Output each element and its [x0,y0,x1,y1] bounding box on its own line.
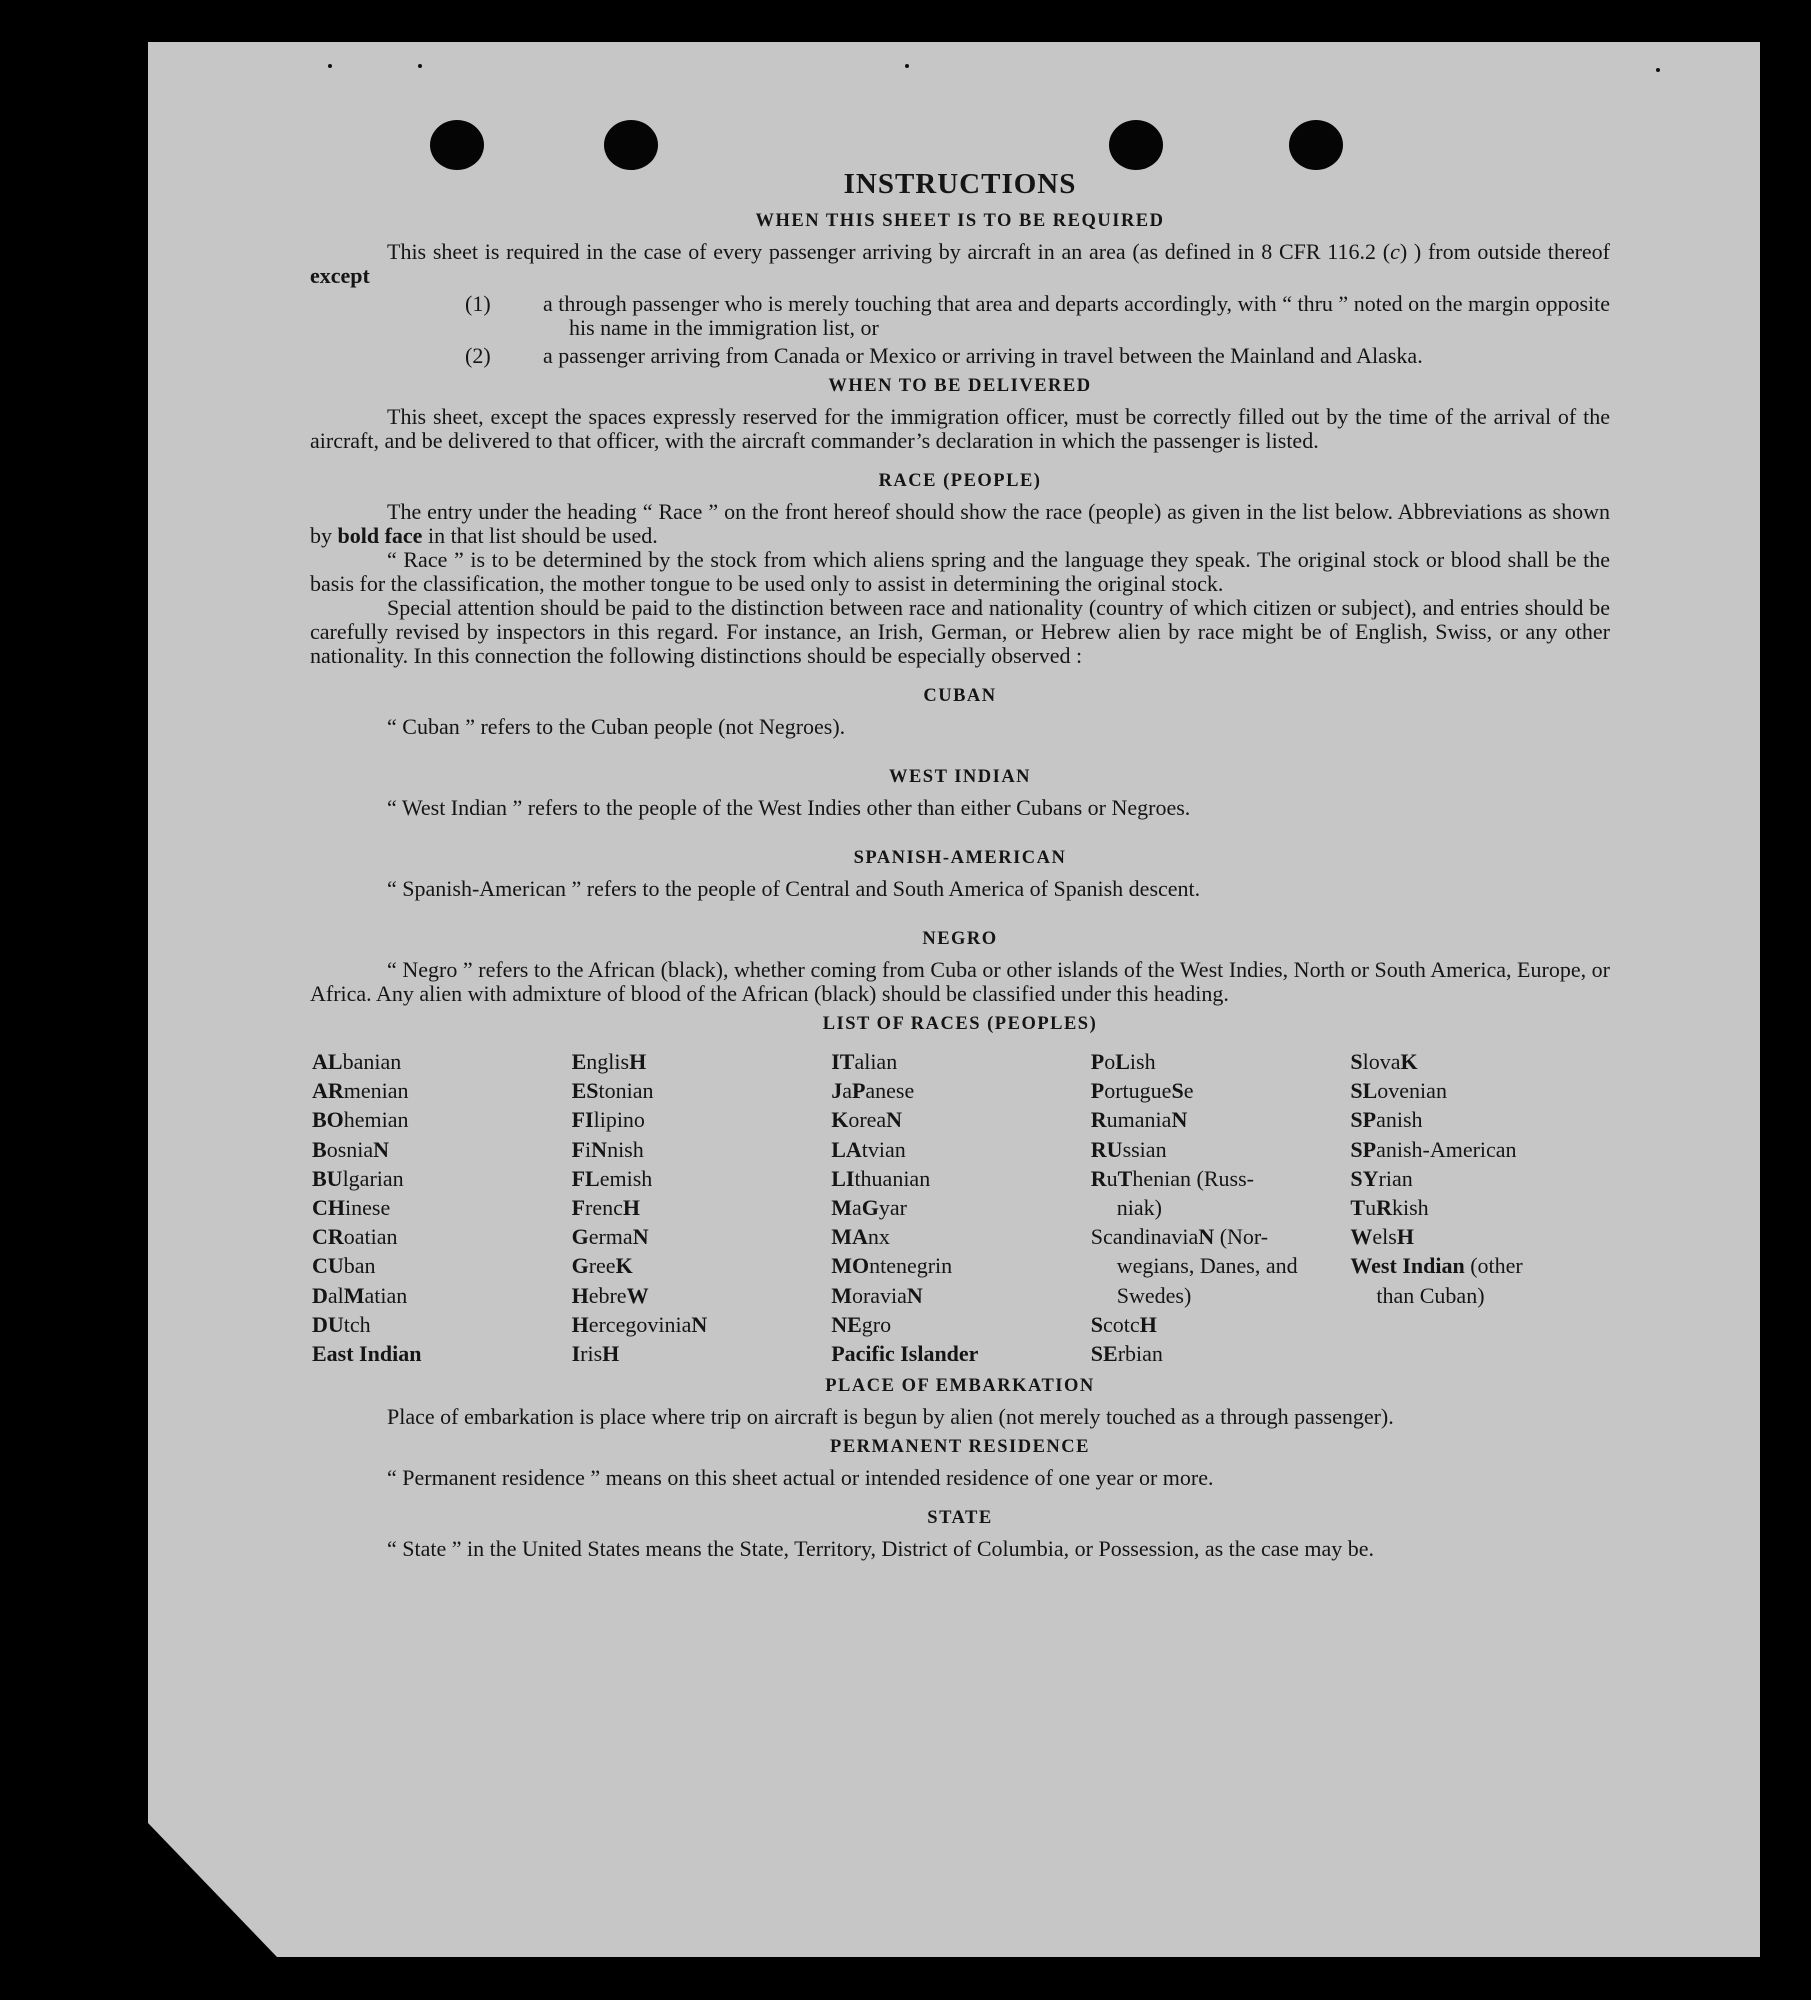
race-abbrev-part: R [1090,1165,1107,1191]
race-name-part: Scandinavia [1090,1224,1199,1250]
race-entry [831,1222,1091,1251]
item-text: a through passenger who is merely touching that area and departs accordingly, with “ thru ” noted on the margin opposite his name in the immigration list, or [543,291,1610,340]
race-abbrev-part: N [691,1311,708,1337]
heading-permanent-residence: PERMANENT RESIDENCE [830,1437,1090,1458]
race-entry [1350,1047,1610,1076]
race-abbrev-part: RU [1090,1136,1123,1162]
race-abbrev-part: LI [831,1165,855,1191]
race-name-part: i [585,1136,592,1162]
paragraph-permanent-residence: “ Permanent residence ” means on this sheet actual or intended residence of one year or more. [387,1465,1214,1491]
race-abbrev-part: H [571,1311,589,1337]
race-abbrev-part: R [1090,1107,1107,1133]
race-entry [1091,1135,1351,1164]
race-name-part: anish [1376,1107,1423,1133]
race-entry [572,1310,832,1339]
race-name-part: oatian [343,1224,398,1250]
race-name-part: atian [364,1282,408,1308]
race-abbrev-part: BU [312,1165,343,1191]
race-abbrev-part: H [602,1341,620,1367]
race-name-part: henian (Russ- [1132,1165,1254,1191]
race-name-part: al [327,1282,344,1308]
race-abbrev-part: W [1350,1224,1373,1250]
race-name-part: u [1106,1165,1118,1191]
race-abbrev-part: S [1350,1049,1363,1074]
race-entry-continuation: than Cuban) [1376,1282,1485,1308]
item-text: a passenger arriving from Canada or Mexico or arriving in travel between the Mainland and Alaska. [543,343,1423,368]
heading-when-required: WHEN THIS SHEET IS TO BE REQUIRED [755,211,1165,231]
race-entry [1350,1135,1610,1164]
race-abbrev-part: ES [571,1078,599,1104]
race-name-part: orea [848,1107,887,1133]
race-entry [1350,1164,1610,1193]
race-abbrev-part: H [1396,1224,1414,1250]
race-abbrev-part: E [571,1049,587,1074]
item-number: (2) [465,343,491,368]
race-name-part: menian [343,1078,409,1104]
race-name-part: e [1183,1078,1194,1104]
race-entry [831,1105,1091,1134]
race-name-part: o [1104,1049,1116,1074]
race-name-part: kish [1391,1195,1429,1221]
race-abbrev-part: MO [831,1253,870,1279]
race-abbrev-part: SP [1350,1136,1377,1162]
race-name-part: umania [1106,1107,1172,1133]
page-title: INSTRUCTIONS [843,168,1077,200]
race-name-part: a [851,1195,862,1221]
race-abbrev-part: D [312,1282,328,1308]
item-number: (1) [465,291,491,316]
race-entry [572,1193,832,1222]
race-abbrev-part: J [831,1078,843,1104]
punch-hole [430,120,484,170]
race-name-part: ssian [1122,1136,1167,1162]
race-entry [1091,1047,1351,1076]
race-name-part: banian [342,1049,402,1074]
race-entry [312,1076,572,1105]
race-entry [1350,1222,1610,1251]
race-name-part: erma [588,1224,633,1250]
heading-west-indian: WEST INDIAN [888,767,1032,787]
race-abbrev-part: SE [1090,1341,1118,1367]
race-name-part: els [1372,1224,1397,1250]
race-name-part: ban [343,1253,376,1279]
race-name-part: tch [343,1311,371,1337]
race-abbrev-part: P [851,1078,866,1104]
race-abbrev-part: K [831,1107,849,1133]
race-name-part: alian [854,1049,898,1074]
race-entry [312,1135,572,1164]
race-abbrev-part: IT [831,1049,855,1074]
race-abbrev-part: Pacific Islander [831,1341,979,1367]
paragraph-when-delivered: This sheet, except the spaces expressly reserved for the immigration officer, must be correctly filled out by the time of the arrival of the aircraft, and be delivered to that officer, with the aircraft commander’s declaration in which the passenger is listed. [310,404,1610,453]
race-abbrev-part: H [629,1049,647,1074]
speck [1656,68,1660,72]
race-abbrev-part: SL [1350,1078,1378,1104]
race-entry [1350,1193,1610,1222]
race-name-part: thuanian [854,1165,931,1191]
race-name-part: inese [345,1195,391,1221]
punch-hole [604,120,658,170]
race-abbrev-part: G [571,1224,589,1250]
race-name-part: tvian [861,1136,906,1162]
race-entry-continuation: niak) [1116,1195,1162,1221]
race-column [1091,1047,1351,1368]
race-abbrev-part: R [1376,1195,1392,1221]
paragraph-when-required: This sheet is required in the case of every passenger arriving by aircraft in an area (as defined in 8 CFR 116.2 (c) ) from outside thereof except [310,239,1611,288]
race-name-part: cotc [1103,1311,1140,1337]
race-entry [831,1193,1091,1222]
race-abbrev-part: B [312,1136,327,1162]
race-abbrev-part: East Indian [312,1341,422,1367]
race-name-part: tonian [598,1078,654,1104]
paragraph-race-nationality: Special attention should be paid to the distinction between race and nationality (country of which citizen or subject), and entries should be carefully revised by inspectors in this regard. For instance, an Irish, German, or Hebrew alien by race might be of English, Swiss, or any other nationality. In this connection the following distinctions should be especially observed : [310,595,1610,668]
race-entry [572,1105,832,1134]
speck [418,64,422,68]
race-abbrev-part: N [906,1282,923,1308]
race-column [312,1047,572,1368]
race-abbrev-part: N [632,1224,649,1250]
race-column [572,1047,832,1368]
race-entry [572,1047,832,1076]
race-name-part: ovenian [1377,1078,1447,1104]
paragraph-race-entry: The entry under the heading “ Race ” on the front hereof should show the race (people) as given in the list below. Abbreviations as shown by bold face in that list should be used. [310,499,1610,548]
race-abbrev-part: W [626,1282,649,1308]
race-abbrev-part: F [571,1195,586,1221]
race-name-part: ortugue [1104,1078,1172,1104]
race-abbrev-part: M [831,1195,852,1221]
race-name-part: oravia [851,1282,907,1308]
race-abbrev-part: H [1139,1311,1157,1337]
race-abbrev-part: West Indian [1350,1253,1465,1279]
race-abbrev-part: FL [571,1165,600,1191]
race-entry [831,1281,1091,1310]
race-name-part: lova [1362,1049,1401,1074]
race-abbrev-part: K [615,1253,633,1279]
race-name-part: lipino [593,1107,645,1133]
paragraph-negro: “ Negro ” refers to the African (black), whether coming from Cuba or other islands of the West Indies, North or South America, Europe, or Africa. Any alien with admixture of blood of the African (black) should be classified under this heading. [310,957,1610,1006]
exception-item [310,292,1610,340]
paragraph-cuban: “ Cuban ” refers to the Cuban people (not Negroes). [387,714,846,739]
race-entry [831,1251,1091,1280]
race-abbrev-part: NE [831,1311,862,1337]
heading-state: STATE [927,1508,993,1529]
race-abbrev-part: AR [312,1078,344,1104]
race-abbrev-part: N [1198,1224,1215,1250]
heading-when-delivered: WHEN TO BE DELIVERED [828,376,1092,396]
race-abbrev-part: BO [312,1107,344,1133]
race-entry [831,1076,1091,1105]
race-abbrev-part: H [622,1195,641,1221]
race-entry [572,1164,832,1193]
race-abbrev-part: CU [312,1253,344,1279]
race-entry [312,1281,572,1310]
race-abbrev-part: MA [831,1224,868,1250]
race-name-part: ntenegrin [869,1253,953,1279]
speck [905,64,909,68]
race-entry [1091,1164,1351,1193]
race-entry [312,1339,572,1368]
race-abbrev-part: S [1090,1311,1104,1337]
race-entry [1350,1251,1610,1280]
race-entry [831,1310,1091,1339]
race-name-part: nish [607,1136,644,1162]
race-name-part: (Nor- [1214,1224,1269,1250]
race-entry [572,1076,832,1105]
heading-negro: NEGRO [922,929,998,949]
race-name-part: renc [585,1195,623,1221]
race-name-part: ris [580,1341,603,1367]
race-abbrev-part: AL [312,1049,343,1074]
race-name-part: ish [1129,1049,1156,1074]
race-name-part: ree [588,1253,616,1279]
paragraph-race-definition: “ Race ” is to be determined by the stock from which aliens spring and the language they speak. The original stock or blood shall be the basis for the classification, the mother tongue to be used only to assist in determining the original stock. [310,547,1610,596]
race-abbrev-part: P [1090,1078,1105,1104]
race-entry [1091,1222,1351,1251]
race-entry [1350,1105,1610,1134]
race-entry [572,1135,832,1164]
race-entry [572,1222,832,1251]
race-entry [312,1193,572,1222]
heading-embarkation: PLACE OF EMBARKATION [825,1376,1095,1397]
race-abbrev-part: M [343,1282,365,1308]
race-abbrev-part: LA [831,1136,862,1162]
race-abbrev-part: FI [571,1107,594,1133]
race-abbrev-part: P [1090,1049,1105,1074]
race-entry [312,1251,572,1280]
speck [328,64,332,68]
race-abbrev-part: M [831,1282,852,1308]
race-name-part: hemian [343,1107,409,1133]
race-entry [831,1135,1091,1164]
race-abbrev-part: N [591,1136,608,1162]
race-abbrev-part: S [1171,1078,1184,1104]
race-abbrev-part: H [571,1282,589,1308]
race-name-part: nglis [586,1049,630,1074]
race-entry [312,1164,572,1193]
race-name-part: osnia [326,1136,374,1162]
race-abbrev-part: DU [312,1311,344,1337]
punch-hole [1109,120,1163,170]
race-entry [572,1251,832,1280]
race-abbrev-part: T [1117,1165,1133,1191]
race-abbrev-part: N [1171,1107,1188,1133]
paragraph-spanish-american: “ Spanish-American ” refers to the people of Central and South America of Spanish descent. [387,876,1201,901]
race-name-part: u [1365,1195,1377,1221]
race-column [831,1047,1091,1368]
paragraph-west-indian: “ West Indian ” refers to the people of the West Indies other than either Cubans or Negroes. [387,795,1191,820]
race-abbrev-part: G [571,1253,589,1279]
punch-hole [1289,120,1343,170]
race-entry-continuation: wegians, Danes, and Swedes) [1116,1253,1298,1308]
race-column [1350,1047,1610,1368]
race-entry [312,1105,572,1134]
race-abbrev-part: CR [312,1224,344,1250]
race-list [312,1047,1610,1368]
race-entry [831,1339,1091,1368]
race-name-part: (other [1464,1253,1523,1279]
race-entry [1350,1076,1610,1105]
race-entry [312,1222,572,1251]
race-entry [1091,1339,1351,1368]
race-abbrev-part: SP [1350,1107,1377,1133]
race-abbrev-part: T [1350,1195,1366,1221]
race-abbrev-part: L [1115,1049,1130,1074]
race-name-part: nx [867,1224,890,1250]
paragraph-embarkation: Place of embarkation is place where trip on aircraft is begun by alien (not merely touched as a through passenger). [387,1404,1394,1430]
paragraph-state: “ State ” in the United States means the State, Territory, District of Columbia, or Possession, as the case may be. [387,1536,1375,1562]
instructions-content [310,168,1610,1561]
race-name-part: ebre [588,1282,627,1308]
race-abbrev-part: I [571,1341,581,1367]
race-abbrev-part: SY [1350,1165,1379,1191]
race-entry [831,1164,1091,1193]
heading-list-of-races: LIST OF RACES (PEOPLES) [822,1014,1098,1034]
race-entry [1091,1310,1351,1339]
heading-race: RACE (PEOPLE) [878,471,1042,491]
race-name-part: gro [861,1311,892,1337]
race-abbrev-part: N [373,1136,390,1162]
race-entry [831,1047,1091,1076]
race-abbrev-part: K [1400,1049,1418,1074]
race-name-part: rbian [1117,1341,1163,1367]
race-name-part: ercegovinia [588,1311,692,1337]
race-abbrev-part: F [571,1136,586,1162]
race-name-part: lgarian [342,1165,404,1191]
race-name-part: emish [599,1165,653,1191]
race-name-part: anish-American [1376,1136,1517,1162]
race-entry [572,1281,832,1310]
heading-cuban: CUBAN [923,686,997,706]
race-name-part: a [842,1078,852,1104]
race-abbrev-part: N [886,1107,903,1133]
race-name-part: rian [1378,1165,1413,1191]
race-entry [1091,1076,1351,1105]
heading-spanish-american: SPANISH-AMERICAN [853,848,1067,868]
exception-item [310,344,1610,368]
race-entry [572,1339,832,1368]
race-entry [312,1310,572,1339]
race-entry [1091,1105,1351,1134]
race-entry [312,1047,572,1076]
race-abbrev-part: CH [312,1195,345,1221]
race-name-part: anese [865,1078,915,1104]
race-abbrev-part: G [861,1195,879,1221]
race-name-part: yar [878,1195,907,1221]
